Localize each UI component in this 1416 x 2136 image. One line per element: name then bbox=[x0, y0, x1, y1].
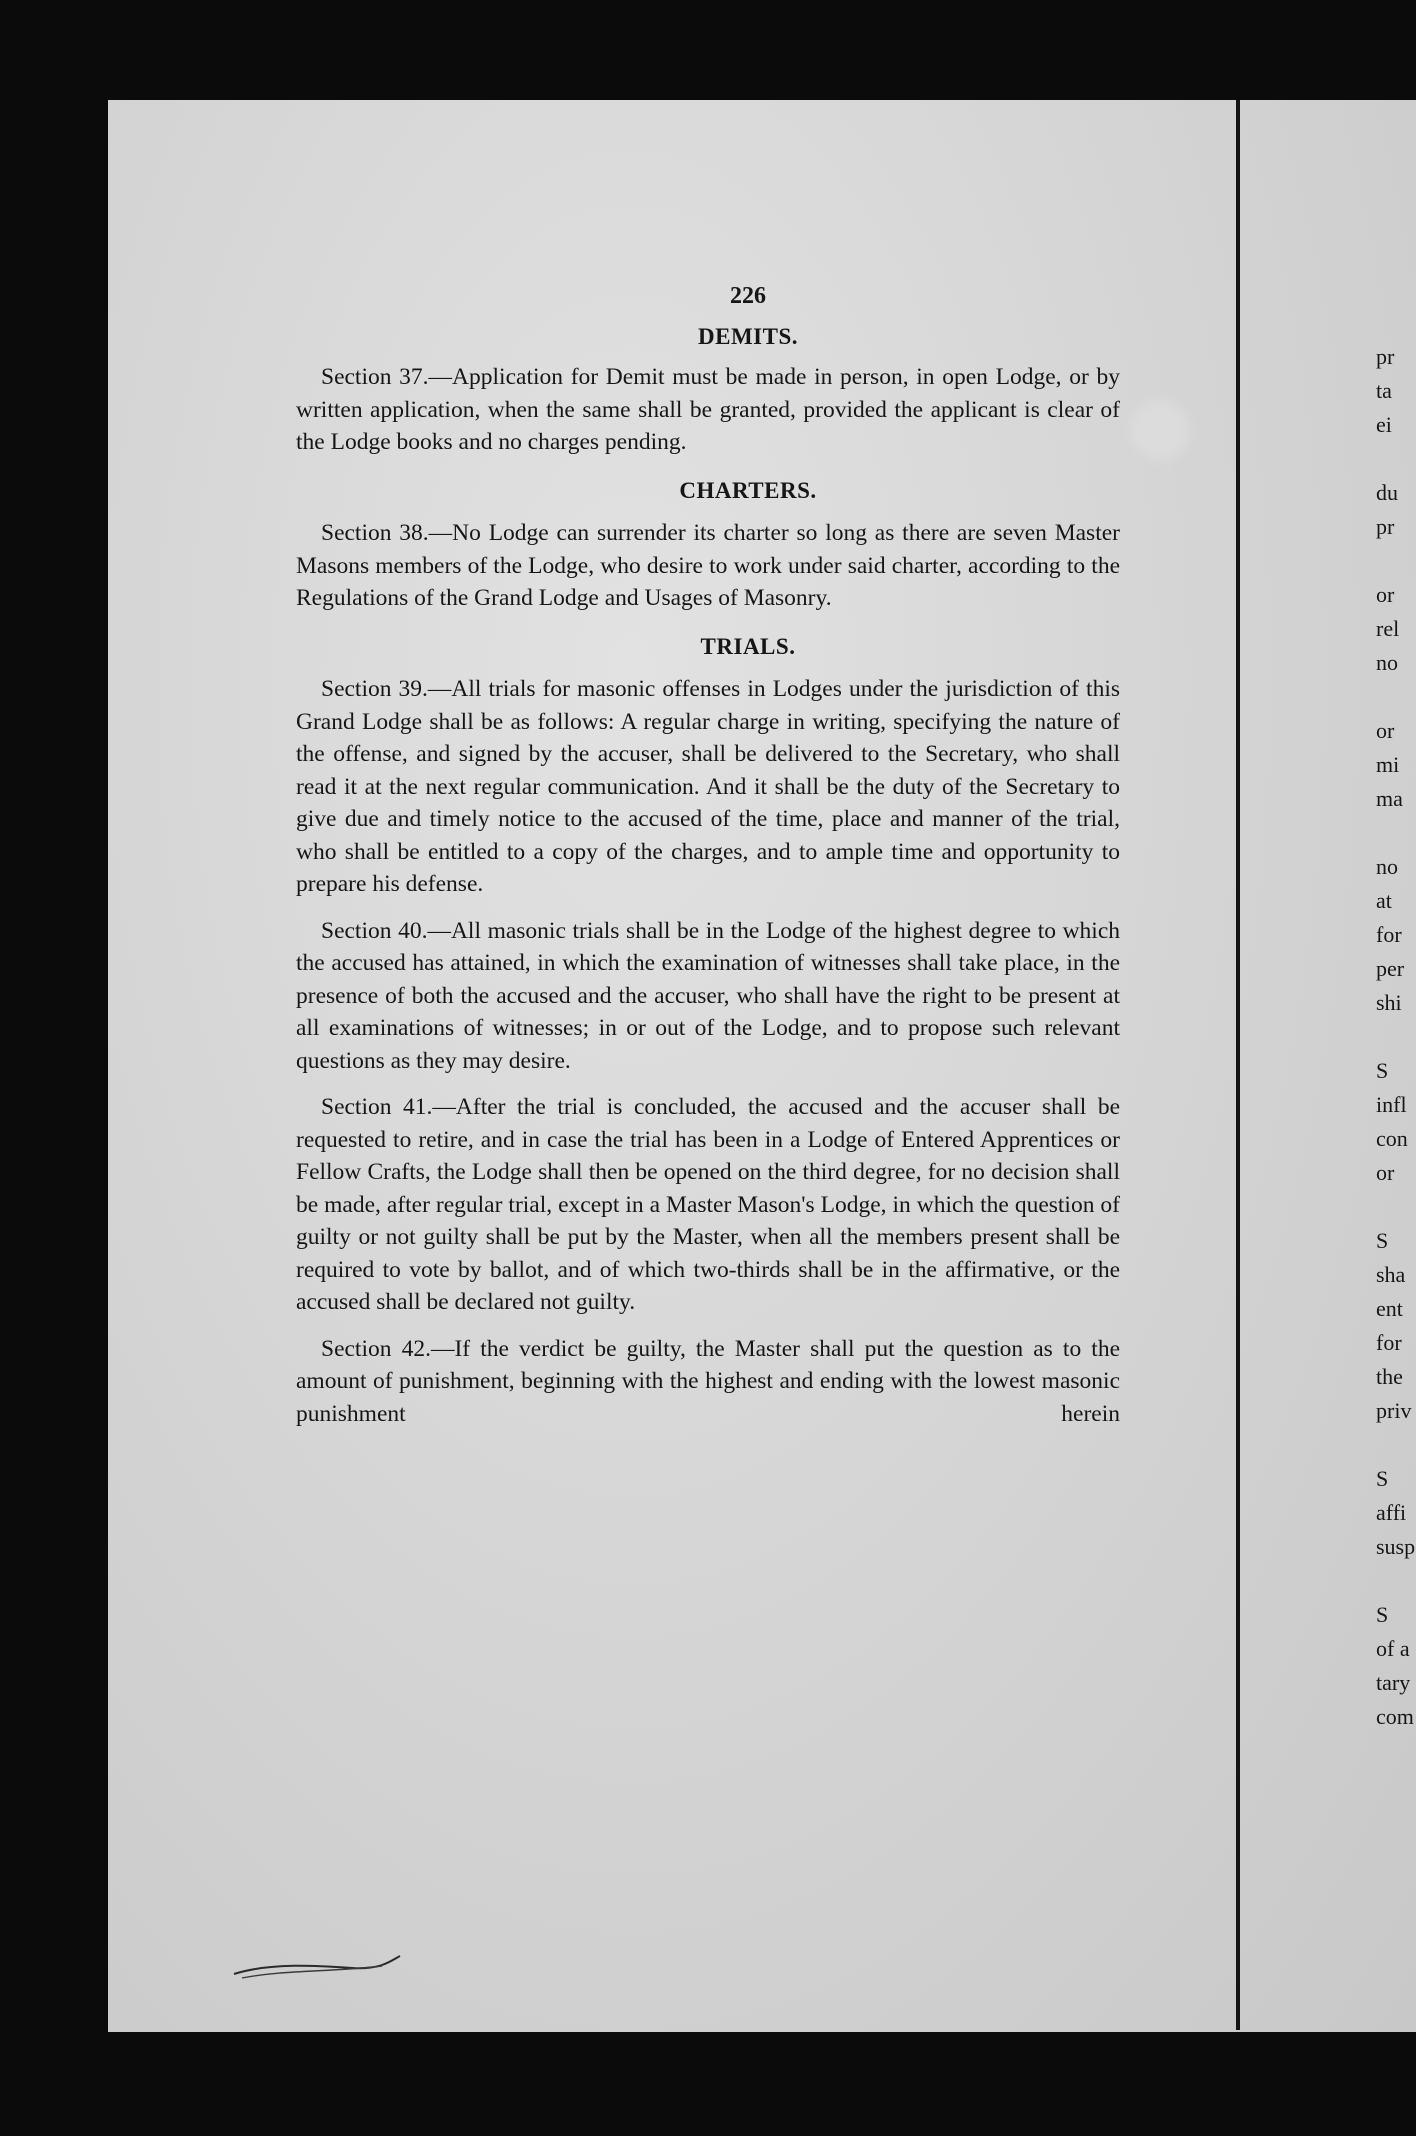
right-page-fragment: per bbox=[1376, 956, 1405, 981]
right-page-fragment bbox=[1376, 442, 1416, 476]
right-page-fragment: no bbox=[1376, 854, 1398, 879]
right-page-fragment: S bbox=[1376, 1058, 1389, 1083]
right-page-fragment: S bbox=[1376, 1228, 1389, 1253]
right-page-fragment: or bbox=[1376, 718, 1395, 743]
right-page-fragment bbox=[1376, 1190, 1416, 1224]
right-page-fragment bbox=[1376, 816, 1416, 850]
heading-demits: DEMITS. bbox=[698, 323, 798, 349]
right-page-fragment: S bbox=[1376, 1466, 1389, 1491]
right-page-fragment: pr bbox=[1376, 344, 1395, 369]
page-number: 226 bbox=[730, 283, 766, 309]
right-page-fragment: shi bbox=[1376, 990, 1402, 1015]
right-page-fragment: for bbox=[1376, 922, 1402, 947]
right-page-fragment bbox=[1376, 1428, 1416, 1462]
right-page-fragment: sha bbox=[1376, 1262, 1406, 1287]
left-page bbox=[296, 280, 1120, 1430]
right-page-fragment: or bbox=[1376, 582, 1395, 607]
section-39-paragraph: Section 39.—All trials for masonic offenses in Lodges under the jurisdiction of this Grand Lodge shall be as follows: A regular charge in writing, specifying the nature of the offense, and signed by the accuser, shall be delivered to the Secretary, who shall read it at the next regular communication. And it shall be the duty of the Secretary to give due and timely notice to the accused of the time, place and manner of the trial, who shall be entitled to a copy of the charges, and to ample time and opportunity to prepare his defense. bbox=[296, 676, 1120, 897]
right-page-fragment: for bbox=[1376, 1330, 1402, 1355]
right-page-fragment: priv bbox=[1376, 1398, 1412, 1423]
right-page-fragment bbox=[1376, 1020, 1416, 1054]
section-41-paragraph: Section 41.—After the trial is concluded, the accused and the accuser shall be requested to retire, and in case the trial has been in a Lodge of Entered Apprentices or Fellow Crafts, the Lodge shall then be opened on the third degree, for no decision shall be made, after regular trial, except in a Master Mason's Lodge, in which the question of guilty or not guilty shall be put by the Master, when all the members present shall be required to vote by ballot, and of which two-thirds shall be in the affirmative, or the accused shall be declared not guilty. bbox=[296, 1094, 1120, 1315]
right-page-fragment: the bbox=[1376, 1364, 1403, 1389]
right-page-fragment: tary bbox=[1376, 1670, 1411, 1695]
right-page-fragment: affi bbox=[1376, 1500, 1407, 1525]
right-page-fragment: of a bbox=[1376, 1636, 1410, 1661]
right-page-fragment: susp bbox=[1376, 1534, 1416, 1559]
page-gutter-line bbox=[1236, 100, 1240, 2030]
right-page-fragment: pr bbox=[1376, 514, 1395, 539]
heading-charters: CHARTERS. bbox=[679, 477, 817, 503]
section-38-paragraph: Section 38.—No Lodge can surrender its charter so long as there are seven Master Masons members of the Lodge, who desire to work under said charter, according to the Regulations of the Grand Lodge and Usages of Masonry. bbox=[296, 520, 1120, 611]
right-page-edge-fragments bbox=[1376, 340, 1416, 1734]
right-page-fragment: du bbox=[1376, 480, 1398, 505]
right-page-fragment: ei bbox=[1376, 412, 1392, 437]
right-page-fragment bbox=[1376, 544, 1416, 578]
right-page-fragment: con bbox=[1376, 1126, 1408, 1151]
right-page-fragment: or bbox=[1376, 1160, 1395, 1185]
right-page-fragment: mi bbox=[1376, 752, 1400, 777]
right-page-fragment: no bbox=[1376, 650, 1398, 675]
right-page-fragment bbox=[1376, 680, 1416, 714]
section-37-paragraph: Section 37.—Application for Demit must be made in person, in open Lodge, or by written application, when the same shall be granted, provided the applicant is clear of the Lodge books and no charges pending. bbox=[296, 364, 1120, 455]
right-page-fragment: com bbox=[1376, 1704, 1414, 1729]
right-page-fragment: ent bbox=[1376, 1296, 1403, 1321]
right-page-fragment bbox=[1376, 1564, 1416, 1598]
right-page-fragment: at bbox=[1376, 888, 1392, 913]
heading-trials: TRIALS. bbox=[700, 633, 796, 659]
right-page-fragment: infl bbox=[1376, 1092, 1407, 1117]
section-40-paragraph: Section 40.—All masonic trials shall be in the Lodge of the highest degree to which the accused has attained, in which the examination of witnesses shall take place, in the presence of both the accused and the accuser, who shall have the right to be present at all examinations of witnesses; in or out of the Lodge, and to propose such relevant questions as they may desire. bbox=[296, 917, 1120, 1074]
right-page-fragment: S bbox=[1376, 1602, 1389, 1627]
right-page-fragment: ma bbox=[1376, 786, 1403, 811]
right-page-fragment: rel bbox=[1376, 616, 1400, 641]
right-page-fragment: ta bbox=[1376, 378, 1392, 403]
paper-smudge bbox=[1130, 400, 1190, 460]
stray-fiber-mark bbox=[232, 1952, 402, 1982]
section-42-paragraph: Section 42.—If the verdict be guilty, the Master shall put the question as to the amount of punishment, beginning with the highest and ending with the lowest masonic punishment herein bbox=[296, 1335, 1120, 1427]
